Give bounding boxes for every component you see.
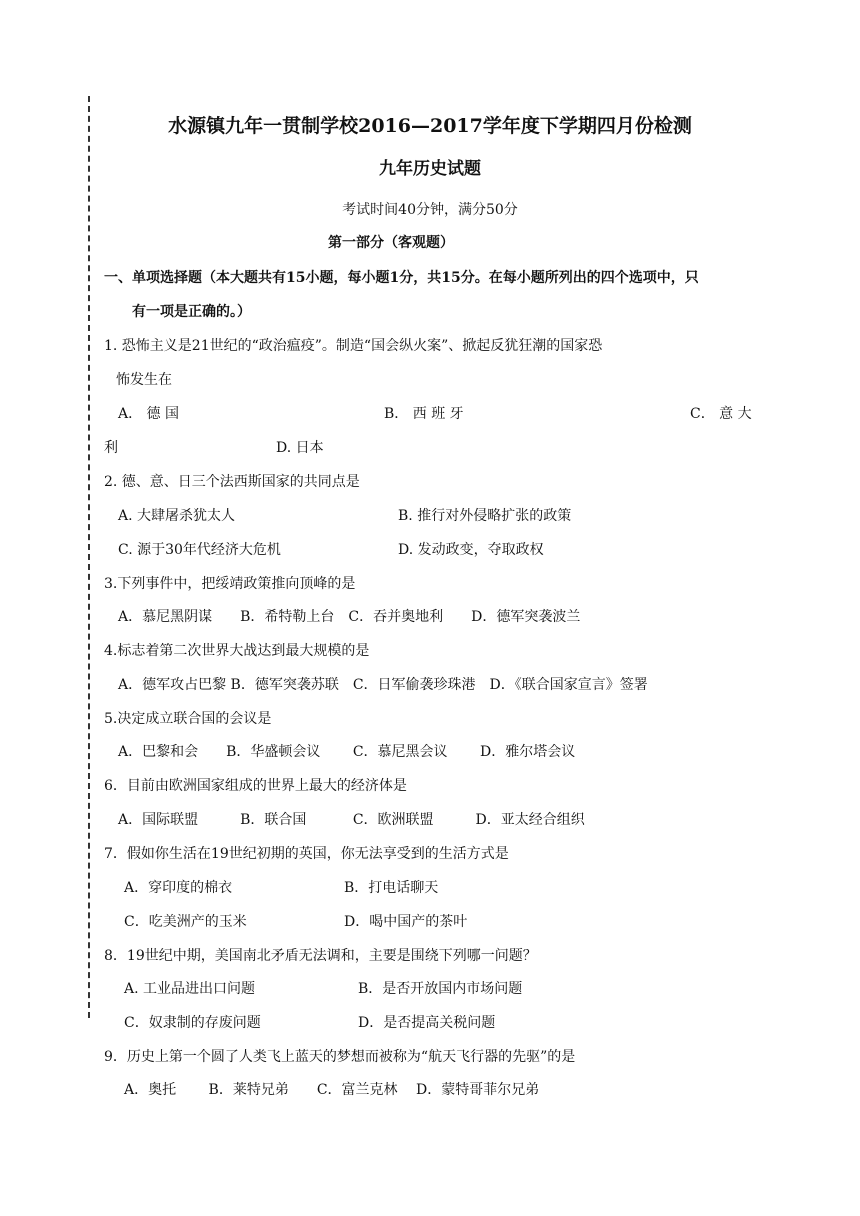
question-stem: 8．19世纪中期，美国南北矛盾无法调和，主要是围绕下列哪一问题？	[104, 948, 537, 964]
option-c: C. 源于30年代经济大危机	[118, 542, 281, 558]
question-stem: 1. 恐怖主义是21世纪的“政治瘟疫”。制造“国会纵火案”、掀起反犹狂潮的国家恐	[104, 338, 603, 354]
option-a: A. 大肆屠杀犹太人	[118, 508, 236, 524]
option-d: D．是否提高关税问题	[358, 1015, 496, 1031]
question-options: A．德军攻占巴黎 B．德军突袭苏联 C．日军偷袭珍珠港 D．《联合国家宣言》签署	[118, 677, 648, 693]
option-a: A．穿印度的棉衣	[124, 880, 233, 896]
option-c: C．奴隶制的存废问题	[124, 1015, 261, 1031]
question-stem: 9．历史上第一个圆了人类飞上蓝天的梦想而被称为“航天飞行器的先驱”的是	[104, 1049, 576, 1065]
question-stem: 3.下列事件中，把绥靖政策推向顶峰的是	[104, 576, 356, 592]
option-b: B．打电话聊天	[344, 880, 439, 896]
option-a: A． 德 国	[118, 406, 180, 422]
option-d: D. 日本	[276, 440, 324, 456]
question-options: A．巴黎和会 B．华盛顿会议 C．慕尼黑会议 D．雅尔塔会议	[118, 744, 576, 760]
question-stem: 5.决定成立联合国的会议是	[104, 711, 272, 727]
question-stem: 6．目前由欧洲国家组成的世界上最大的经济体是	[104, 778, 407, 794]
section-heading-line1: 一、单项选择题（本大题共有15小题，每小题1分，共15分。在每小题所列出的四个选项中，只	[104, 270, 699, 286]
option-b: B．是否开放国内市场问题	[358, 981, 523, 997]
option-d: D. 发动政变，夺取政权	[398, 542, 544, 558]
exam-title: 水源镇九年一贯制学校2016—2017学年度下学期四月份检测	[168, 115, 692, 137]
exam-info: 考试时间40分钟，满分50分	[342, 202, 518, 218]
question-options: A．慕尼黑阴谋 B．希特勒上台 C．吞并奥地利 D．德军突袭波兰	[118, 609, 581, 625]
option-a: A. 工业品进出口问题	[124, 981, 256, 997]
option-b: B. 推行对外侵略扩张的政策	[398, 508, 572, 524]
question-options: A．国际联盟 B．联合国 C．欧洲联盟 D．亚太经合组织	[118, 812, 585, 828]
question-stem: 4.标志着第二次世界大战达到最大规模的是	[104, 643, 370, 659]
option-c: C．吃美洲产的玉米	[124, 914, 247, 930]
option-c-cont: 利	[104, 440, 118, 456]
exam-subtitle: 九年历史试题	[379, 159, 481, 179]
option-b: B． 西 班 牙	[384, 406, 464, 422]
question-options: A．奥托 B．莱特兄弟 C．富兰克林 D．蒙特哥菲尔兄弟	[124, 1082, 540, 1098]
section-heading-line2: 有一项是正确的。）	[132, 304, 251, 320]
part-title: 第一部分（客观题）	[328, 235, 454, 251]
question-stem-cont: 怖发生在	[116, 372, 172, 388]
question-stem: 2. 德、意、日三个法西斯国家的共同点是	[104, 474, 360, 490]
question-stem: 7．假如你生活在19世纪初期的英国，你无法享受到的生活方式是	[104, 846, 509, 862]
option-d: D．喝中国产的茶叶	[344, 914, 468, 930]
option-c: C． 意 大	[690, 406, 752, 422]
binding-line	[88, 96, 90, 1018]
